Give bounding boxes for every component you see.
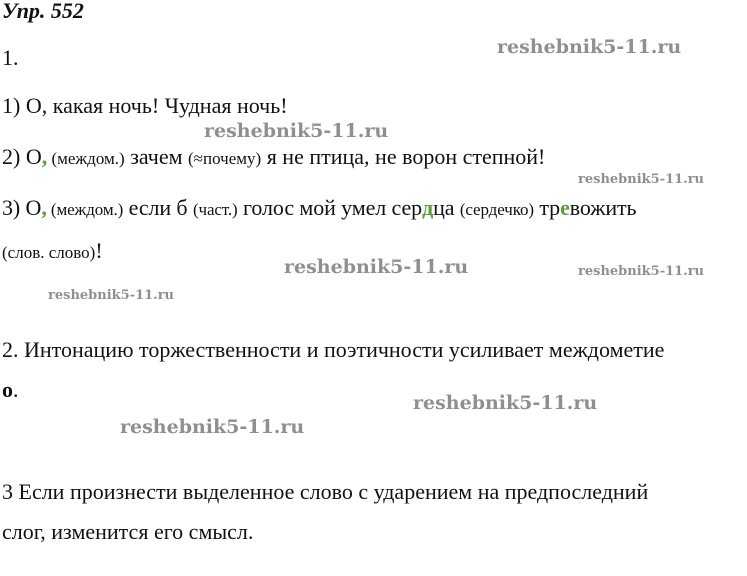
watermark: reshebnik5-11.ru (48, 288, 175, 303)
watermark: reshebnik5-11.ru (413, 392, 598, 414)
word-tag: (слов. слово) (2, 243, 96, 262)
sentence-2-text: зачем (124, 144, 189, 169)
section-3-line-1: 3 Если произнести выделенное слово с ударением на предпоследний (2, 479, 649, 504)
period: . (13, 377, 19, 402)
diminutive-tag: (сердечко) (459, 200, 534, 219)
sentence-3-continued (2, 237, 103, 267)
section-2-line-2 (2, 376, 19, 404)
interjection-tag: (междом.) (46, 200, 124, 219)
interjection-word: о (2, 377, 13, 402)
comma-mark: , (41, 144, 48, 169)
sentence-3-text-2: голос мой умел сер (237, 195, 423, 220)
watermark: reshebnik5-11.ru (120, 416, 305, 438)
section-2-line-1: 2. Интонацию торжественности и поэтичности усиливает междометие (2, 337, 665, 362)
exercise-title: Упр. 552 (2, 0, 84, 23)
section-3-line-2: слог, изменится его смысл. (2, 519, 254, 544)
sentence-3-text: если б (123, 195, 193, 220)
watermark: reshebnik5-11.ru (578, 172, 705, 187)
exclamation: ! (95, 238, 103, 263)
interjection-tag: (междом.) (47, 149, 125, 168)
sentence-3-text-4: тр (533, 195, 561, 220)
sentence-3-text-3: ца (433, 195, 460, 220)
sentence-2-end: я не птица, не ворон степной! (261, 144, 546, 169)
particle-tag: (част.) (192, 200, 238, 219)
watermark: reshebnik5-11.ru (284, 256, 469, 278)
sentence-3-start: 3) О (2, 195, 42, 220)
highlighted-letter: е (560, 195, 570, 220)
sentence-1: 1) О, какая ночь! Чудная ночь! (2, 93, 288, 118)
sentence-3-text-5: вожить (569, 195, 637, 220)
sentence-3 (2, 194, 636, 224)
sentence-2-start: 2) О (2, 144, 42, 169)
highlighted-letter: д (422, 195, 434, 220)
comma-mark: , (41, 195, 47, 220)
section-1-label: 1. (2, 45, 19, 70)
watermark: reshebnik5-11.ru (497, 36, 682, 58)
watermark: reshebnik5-11.ru (204, 120, 389, 142)
watermark: reshebnik5-11.ru (578, 264, 705, 279)
synonym-tag: (≈почему) (188, 149, 262, 168)
sentence-2 (2, 143, 545, 173)
